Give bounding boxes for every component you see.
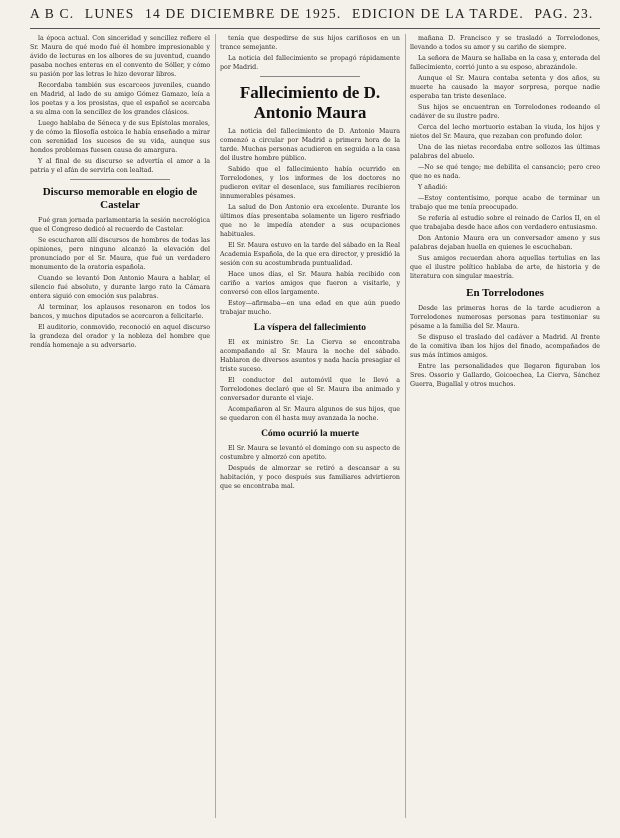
page-header <box>30 6 600 28</box>
header-day: LUNES <box>84 6 135 21</box>
paragraph: Don Antonio Maura era un conversador ameno y sus palabras dejaban huella en quienes le escuchaban. <box>410 235 600 251</box>
paragraph: Sus hijos se encuentran en Torrelodones rodeando el cadáver de su ilustre padre. <box>410 104 600 120</box>
headline-fallecimiento: Fallecimiento de D. Antonio Maura <box>239 83 381 122</box>
paragraph: Estoy—afirmaba—en una edad en que aún puedo trabajar mucho. <box>220 300 400 316</box>
section-rule <box>260 76 360 77</box>
paragraph: tenía que despedirse de sus hijos cariñosos en un trance semejante. <box>220 35 400 51</box>
paragraph: la época actual. Con sinceridad y sencillez refiere el Sr. Maura de qué modo fué él hombre impresionable y ávido de lecturas en los albores de su juventud, cuando pasaba noches enteras en el convento de Sóller, y cómo su pasión por las letras le hizo devorar libros. <box>30 35 210 78</box>
paragraph: El Sr. Maura estuvo en la tarde del sábado en la Real Academia Española, de la que era director, y presidió la sesión con su acostumbrada puntualidad. <box>220 242 400 267</box>
paragraph: La noticia del fallecimiento se propagó rápidamente por Madrid. <box>220 55 400 71</box>
paragraph: La noticia del fallecimiento de D. Antonio Maura comenzó a circular por Madrid a primera hora de la tarde. Muchas personas acudieron en seguida a la casa del ilustre hombre público. <box>220 128 400 162</box>
paragraph: El auditorio, conmovido, reconoció en aquel discurso la grandeza del orador y la nobleza del hombre que rendía homenaje a su adversario. <box>30 324 210 349</box>
paragraph: Una de las nietas recordaba entre sollozos las últimas palabras del abuelo. <box>410 144 600 160</box>
paragraph: La salud de Don Antonio era excelente. Durante los últimos días presentaba solamente un ligero resfriado que no le impedía atender a sus ocupaciones habituales. <box>220 204 400 238</box>
column-2 <box>220 34 400 818</box>
paragraph: Y al final de su discurso se advertía el amor a la patria y el afán de servirla con lealtad. <box>30 158 210 174</box>
column-divider <box>405 34 406 818</box>
paragraph: Cuando se levantó Don Antonio Maura a hablar, el silencio fué absoluto, y durante largo rato la Cámara entera siguió con emoción sus palabras. <box>30 275 210 300</box>
paragraph: Al terminar, los aplausos resonaron en todos los bancos, y muchos diputados se acercaron a felicitarle. <box>30 304 210 320</box>
header-page: PAG. 23. <box>534 6 594 21</box>
paragraph: Fué gran jornada parlamentaria la sesión necrológica que el Congreso dedicó al recuerdo de Castelar. <box>30 217 210 233</box>
paragraph: Recordaba también sus escarceos juveniles, cuando en Madrid, al lado de su amigo Gómez Gamazo, leía a los poetas y a los prosistas, que el español se acercaba a su alma con la sencillez de los grandes clásicos. <box>30 82 210 116</box>
paragraph: —Estoy contentísimo, porque acabo de terminar un trabajo que me tenía preocupado. <box>410 195 600 211</box>
header-rule <box>30 28 600 29</box>
headline-discurso: Discurso memorable en elogio de Castelar <box>42 186 198 211</box>
headline-como: Cómo ocurrió la muerte <box>261 429 359 439</box>
paragraph: Hace unos días, el Sr. Maura había recibido con cariño a varios amigos que fueron a visitarle, y conversó con ellos largamente. <box>220 271 400 296</box>
paragraph: Sus amigos recuerdan ahora aquellas tertulias en las que el ilustre político hablaba de arte, de historia y de literatura con singular maestría. <box>410 255 600 280</box>
paragraph: Acompañaron al Sr. Maura algunos de sus hijos, que se quedaron con él hasta muy avanzada la noche. <box>220 406 400 422</box>
paragraph: Se dispuso el traslado del cadáver a Madrid. Al frente de la comitiva iban los hijos del finado, acompañados de sus más íntimos amigos. <box>410 334 600 359</box>
column-1 <box>30 34 210 818</box>
paragraph: —No se qué tengo; me debilita el cansancio; pero creo que no es nada. <box>410 164 600 180</box>
headline-vispera: La víspera del fallecimiento <box>253 323 367 333</box>
column-divider <box>215 34 216 818</box>
paragraph: La señora de Maura se hallaba en la casa y, enterada del fallecimiento, corrió junto a su esposo, abrazándole. <box>410 55 600 71</box>
header-edition: EDICION DE LA TARDE. <box>352 6 524 21</box>
header-abc: A B C. <box>30 6 75 21</box>
paragraph: Desde las primeras horas de la tarde acudieron a Torrelodones numerosas personas para testimoniar su pésame a la familia del Sr. Maura. <box>410 305 600 330</box>
paragraph: Cerca del lecho mortuorio estaban la viuda, los hijos y nietos del Sr. Maura, que rezaban con profundo dolor. <box>410 124 600 140</box>
paragraph: Aunque el Sr. Maura contaba setenta y dos años, su muerte ha causado la mayor sorpresa, porque nadie esperaba tan triste desenlace. <box>410 75 600 100</box>
paragraph: El ex ministro Sr. La Cierva se encontraba acompañando al Sr. Maura la noche del sábado. Hablaron de diversos asuntos y nada hacía presagiar el triste suceso. <box>220 339 400 373</box>
paragraph: mañana D. Francisco y se trasladó a Torrelodones, llevando a todos su amor y su cariño de siempre. <box>410 35 600 51</box>
column-3 <box>410 34 600 818</box>
paragraph: Entre las personalidades que llegaron figuraban los Sres. Ossorio y Gallardo, Goicoechea, La Cierva, Sánchez Guerra, Bugallal y otros muchos. <box>410 363 600 388</box>
headline-torrelodones: En Torrelodones <box>466 287 544 299</box>
paragraph: Y añadió: <box>418 184 448 191</box>
paragraph: El conductor del automóvil que le llevó a Torrelodones declaró que el Sr. Maura iba animado y conversador durante el viaje. <box>220 377 400 402</box>
header-date: 14 DE DICIEMBRE DE 1925. <box>145 6 342 21</box>
paragraph: Se refería al estudio sobre el reinado de Carlos II, en el que trabajaba desde hace años con verdadero entusiasmo. <box>410 215 600 231</box>
paragraph: El Sr. Maura se levantó el domingo con su aspecto de costumbre y almorzó con apetito. <box>220 445 400 461</box>
paragraph: Luego hablaba de Séneca y de sus Epístolas morales, y de cómo la filosofía estoica le había enseñado a mirar con serenidad los sucesos de su vida, aunque sus hondos problemas fuesen causa de amargura. <box>30 120 210 154</box>
paragraph: Se escucharon allí discursos de hombres de todas las opiniones, pero ninguno alcanzó la elevación del pronunciado por el Sr. Maura, que fué un verdadero monumento de la oratoria española. <box>30 237 210 271</box>
paragraph: Después de almorzar se retiró a descansar a su habitación, y poco después sus familiares advirtieron que se encontraba mal. <box>220 465 400 490</box>
paragraph: Sabido que el fallecimiento había ocurrido en Torrelodones, y los informes de los doctores no pudieron evitar el desenlace, sus familiares recibieron innumerables pésames. <box>220 166 400 200</box>
section-rule <box>70 179 170 180</box>
